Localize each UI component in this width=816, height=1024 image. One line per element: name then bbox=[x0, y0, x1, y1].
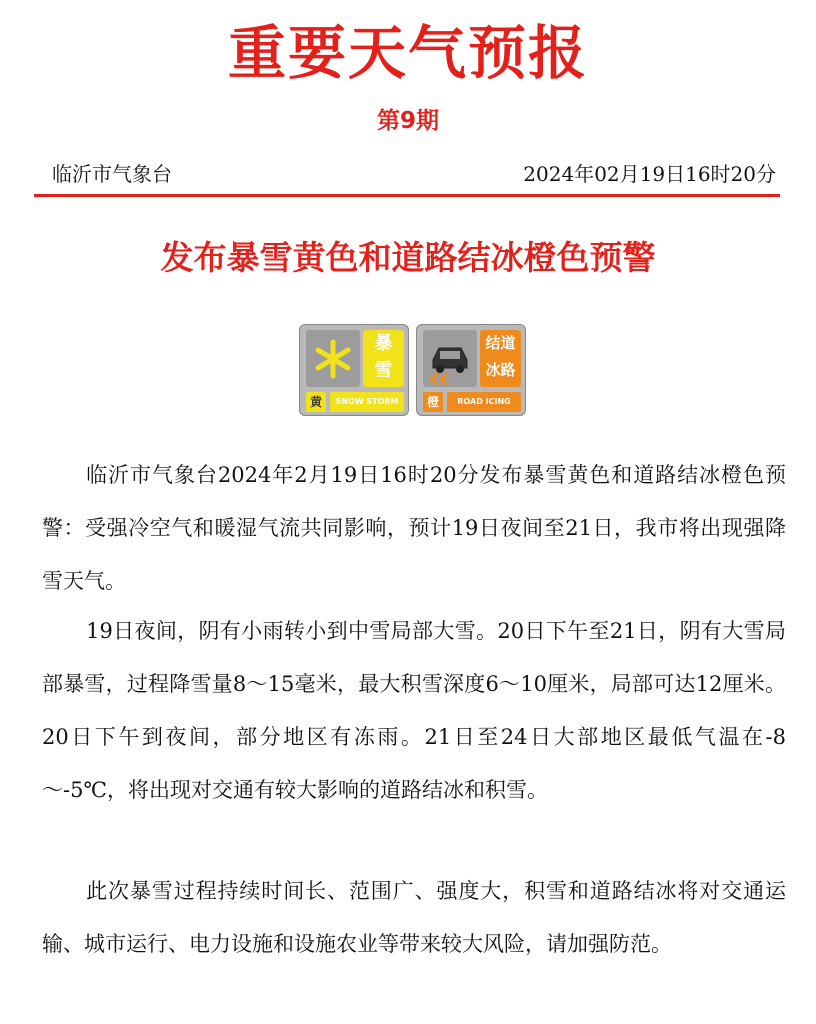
body-paragraph: 此次暴雪过程持续时间长、范围广、强度大，积雪和道路结冰将对交通运输、城市运行、电力设施和设施农业等带来较大风险，请加强防范。 bbox=[42, 879, 786, 956]
signal-level: 黄 bbox=[306, 392, 326, 412]
body-paragraph: 临沂市气象台2024年2月19日16时20分发布暴雪黄色和道路结冰橙色预警：受强冷空气和暖湿气流共同影响，预计19日夜间至21日，我市将出现强降雪天气。 bbox=[42, 463, 786, 593]
signal-characters bbox=[480, 330, 521, 387]
issue-number: 第9期 bbox=[376, 108, 439, 134]
snowflake-icon bbox=[306, 330, 360, 387]
signal-characters bbox=[363, 330, 404, 387]
snowstorm-yellow-signal bbox=[299, 324, 409, 416]
page-title: 重要天气预报 bbox=[227, 19, 588, 87]
signal-char: 雪 bbox=[374, 360, 393, 381]
signal-level: 橙 bbox=[423, 392, 443, 412]
signal-english-label: SNOW STORM bbox=[330, 392, 404, 412]
signal-char: 冰路 bbox=[485, 361, 516, 379]
header-divider bbox=[34, 194, 780, 197]
signal-english-label: ROAD ICING bbox=[447, 392, 521, 412]
signal-char: 结道 bbox=[485, 334, 516, 352]
issue-datetime: 2024年02月19日16时20分 bbox=[523, 162, 776, 186]
sliding-car-icon bbox=[423, 330, 477, 387]
warning-headline: 发布暴雪黄色和道路结冰橙色预警 bbox=[160, 238, 656, 277]
warning-signals bbox=[299, 324, 527, 418]
signal-char: 暴 bbox=[374, 333, 393, 354]
body-paragraph: 19日夜间，阴有小雨转小到中雪局部大雪。20日下午至21日，阴有大雪局部暴雪，过程降雪量8～15毫米，最大积雪深度6～10厘米，局部可达12厘米。20日下午到夜间，部分地区有冻雨。21日至24日大部地区最低气温在-8～-5℃，将出现对交通有较大影响的道路结冰和积雪。 bbox=[42, 619, 786, 802]
issuing-organization: 临沂市气象台 bbox=[52, 162, 172, 186]
road-icing-orange-signal bbox=[416, 324, 526, 416]
